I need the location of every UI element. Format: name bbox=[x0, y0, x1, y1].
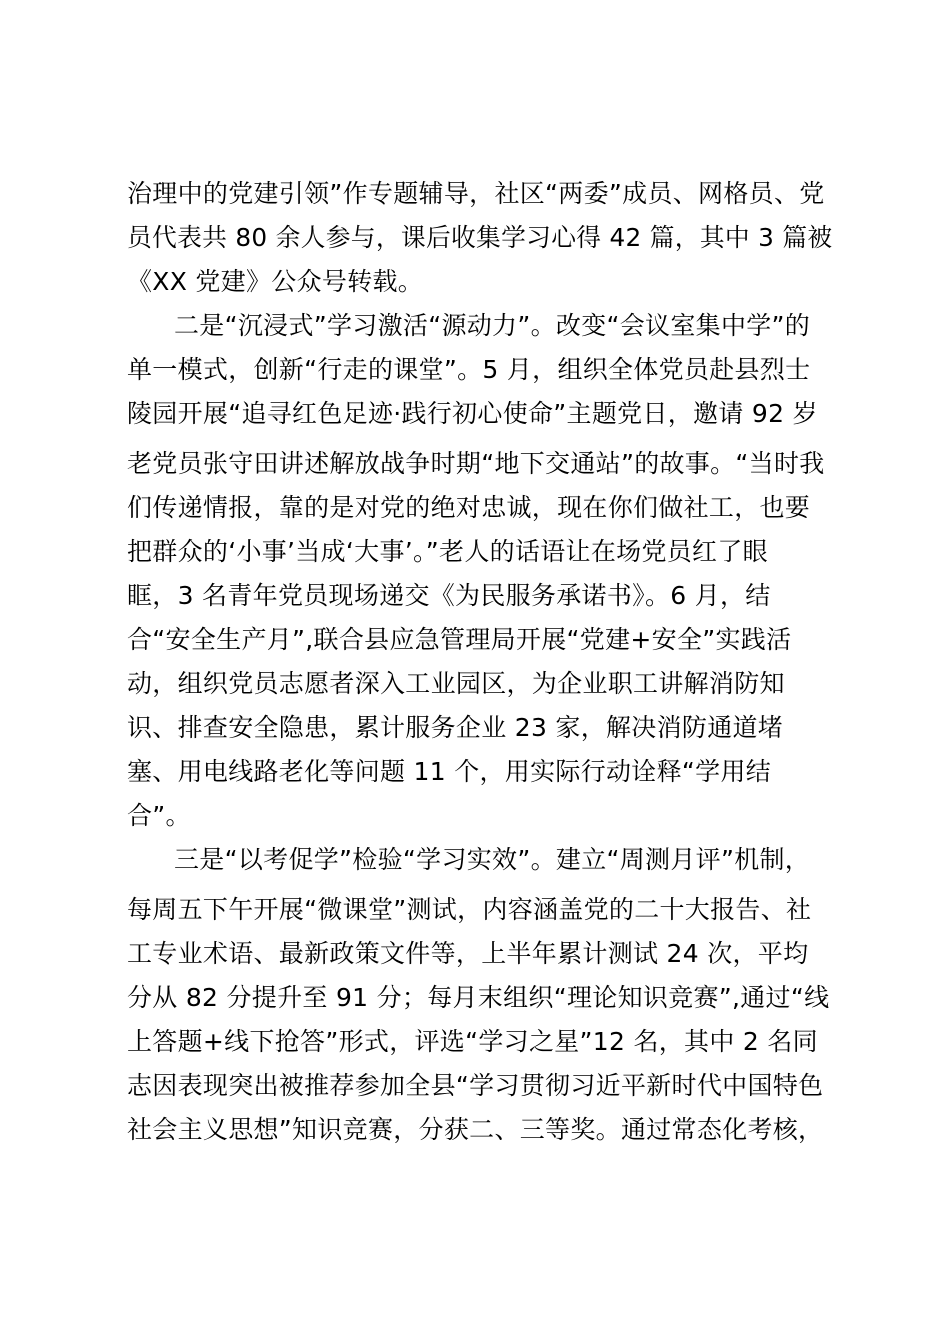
text-line: 《XX 党建》公众号转载。 bbox=[127, 267, 424, 296]
text-line: 塞、用电线路老化等问题 11 个，用实际行动诠释“学用结 bbox=[127, 757, 772, 786]
text-line: 合“安全生产月”,联合县应急管理局开展“党建+安全”实践活 bbox=[127, 625, 792, 654]
paragraph-3-first-line: 三是“以考促学”检验“学习实效”。建立“周测月评”机制， bbox=[174, 845, 811, 874]
text-line: 员代表共 80 余人参与，课后收集学习心得 42 篇，其中 3 篇被 bbox=[127, 223, 833, 252]
text-line: 合”。 bbox=[127, 801, 191, 830]
text-line: 识、排查安全隐患，累计服务企业 23 家，解决消防通道堵 bbox=[127, 713, 784, 742]
text-line: 上答题+线下抢答”形式，评选“学习之星”12 名，其中 2 名同 bbox=[127, 1027, 818, 1056]
text-line: 单一模式，创新“行走的课堂”。5 月，组织全体党员赴县烈士 bbox=[127, 355, 811, 384]
text-line: 陵园开展“追寻红色足迹·践行初心使命”主题党日，邀请 92 岁 bbox=[127, 399, 818, 428]
text-line: 眶，3 名青年党员现场递交《为民服务承诺书》。6 月，结 bbox=[127, 581, 771, 610]
text-line: 分从 82 分提升至 91 分；每月末组织“理论知识竞赛”,通过“线 bbox=[127, 983, 830, 1012]
text-line: 把群众的‘小事’当成‘大事’。”老人的话语让在场党员红了眼 bbox=[127, 537, 768, 566]
text-line: 治理中的党建引领”作专题辅导，社区“两委”成员、网格员、党 bbox=[127, 179, 825, 208]
text-line: 老党员张守田讲述解放战争时期“地下交通站”的故事。“当时我 bbox=[127, 449, 825, 478]
text-line: 社会主义思想”知识竞赛，分获二、三等奖。通过常态化考核， bbox=[127, 1115, 824, 1144]
text-line: 们传递情报，靠的是对党的绝对忠诚，现在你们做社工，也要 bbox=[127, 493, 811, 522]
text-line: 每周五下午开展“微课堂”测试，内容涵盖党的二十大报告、社 bbox=[127, 895, 812, 924]
text-line: 工专业术语、最新政策文件等，上半年累计测试 24 次，平均 bbox=[127, 939, 809, 968]
text-line: 志因表现突出被推荐参加全县“学习贯彻习近平新时代中国特色 bbox=[127, 1071, 824, 1100]
text-line: 动，组织党员志愿者深入工业园区，为企业职工讲解消防知 bbox=[127, 669, 785, 698]
paragraph-2-first-line: 二是“沉浸式”学习激活“源动力”。改变“会议室集中学”的 bbox=[174, 311, 811, 340]
